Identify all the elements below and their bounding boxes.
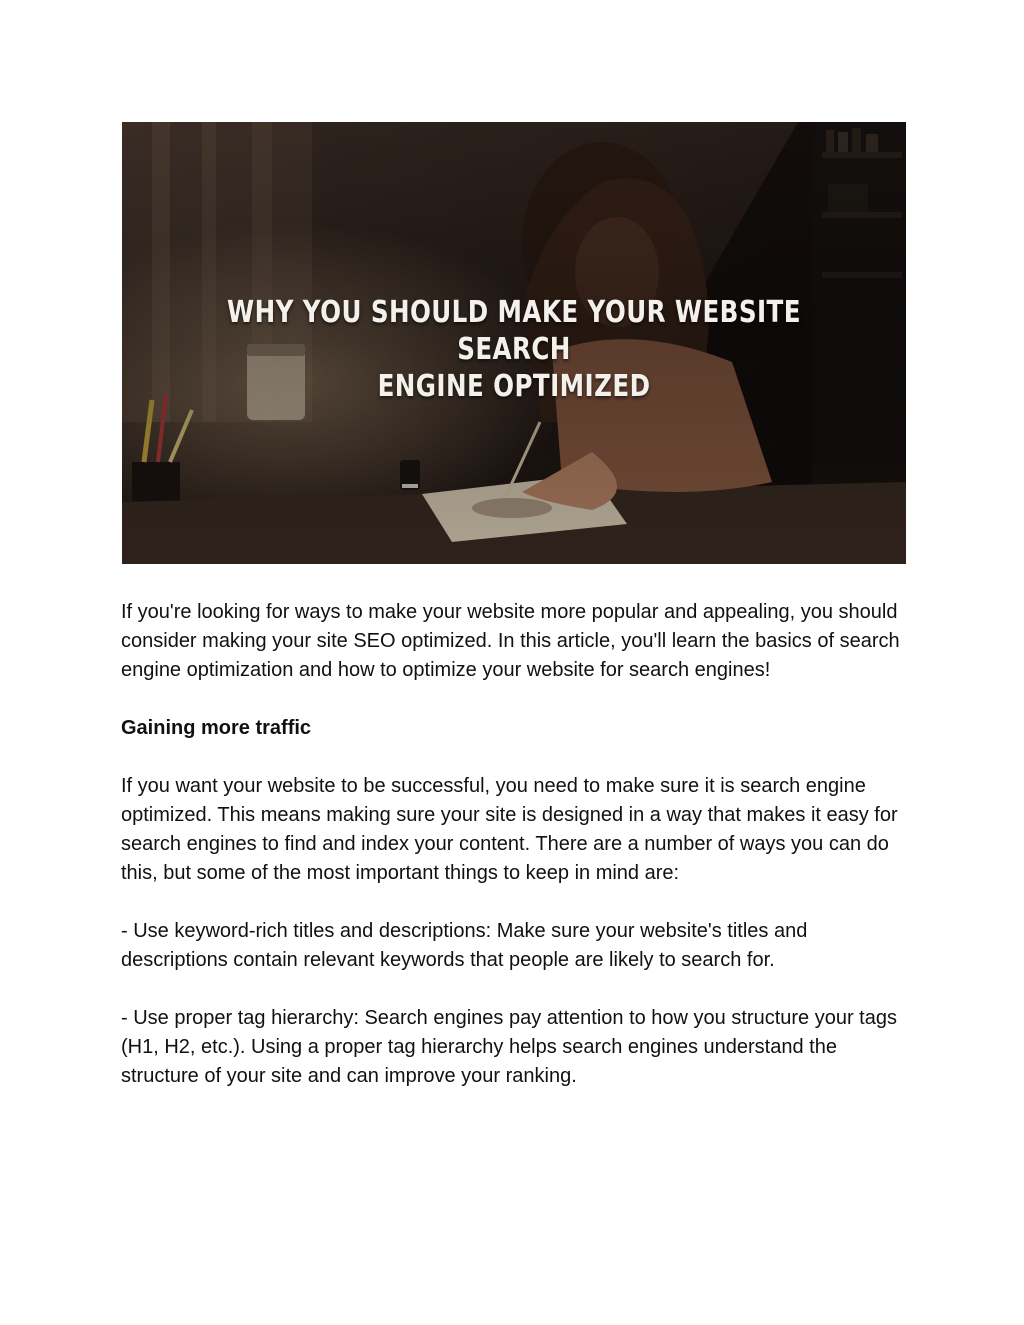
bullet-item-2: - Use proper tag hierarchy: Search engines pay attention to how you structure your tags (H1, H2, etc.). Using a proper tag hierarchy helps search engines understand the structure of your site and can improve your ranking. [121, 1007, 897, 1087]
section-paragraph: If you want your website to be successful, you need to make sure it is search engine optimized. This means making sure your site is designed in a way that makes it easy for search engines to find and index your content. There are a number of ways you can do this, but some of the most important things to keep in mind are: [121, 775, 898, 884]
section-heading: Gaining more traffic [121, 717, 312, 739]
hero-title [193, 294, 836, 405]
article-body [121, 598, 911, 1120]
hero-title-line-2: ENGINE OPTIMIZED [377, 369, 651, 404]
hero-title-line-1: WHY YOU SHOULD MAKE YOUR WEBSITE SEARCH [227, 295, 801, 367]
hero-image [122, 122, 906, 564]
intro-paragraph: If you're looking for ways to make your website more popular and appealing, you should consider making your site SEO optimized. In this article, you'll learn the basics of search engine optimization and how to optimize your website for search engines! [121, 601, 900, 681]
bullet-item-1: - Use keyword-rich titles and descriptions: Make sure your website's titles and descriptions contain relevant keywords that people are likely to search for. [121, 920, 808, 971]
